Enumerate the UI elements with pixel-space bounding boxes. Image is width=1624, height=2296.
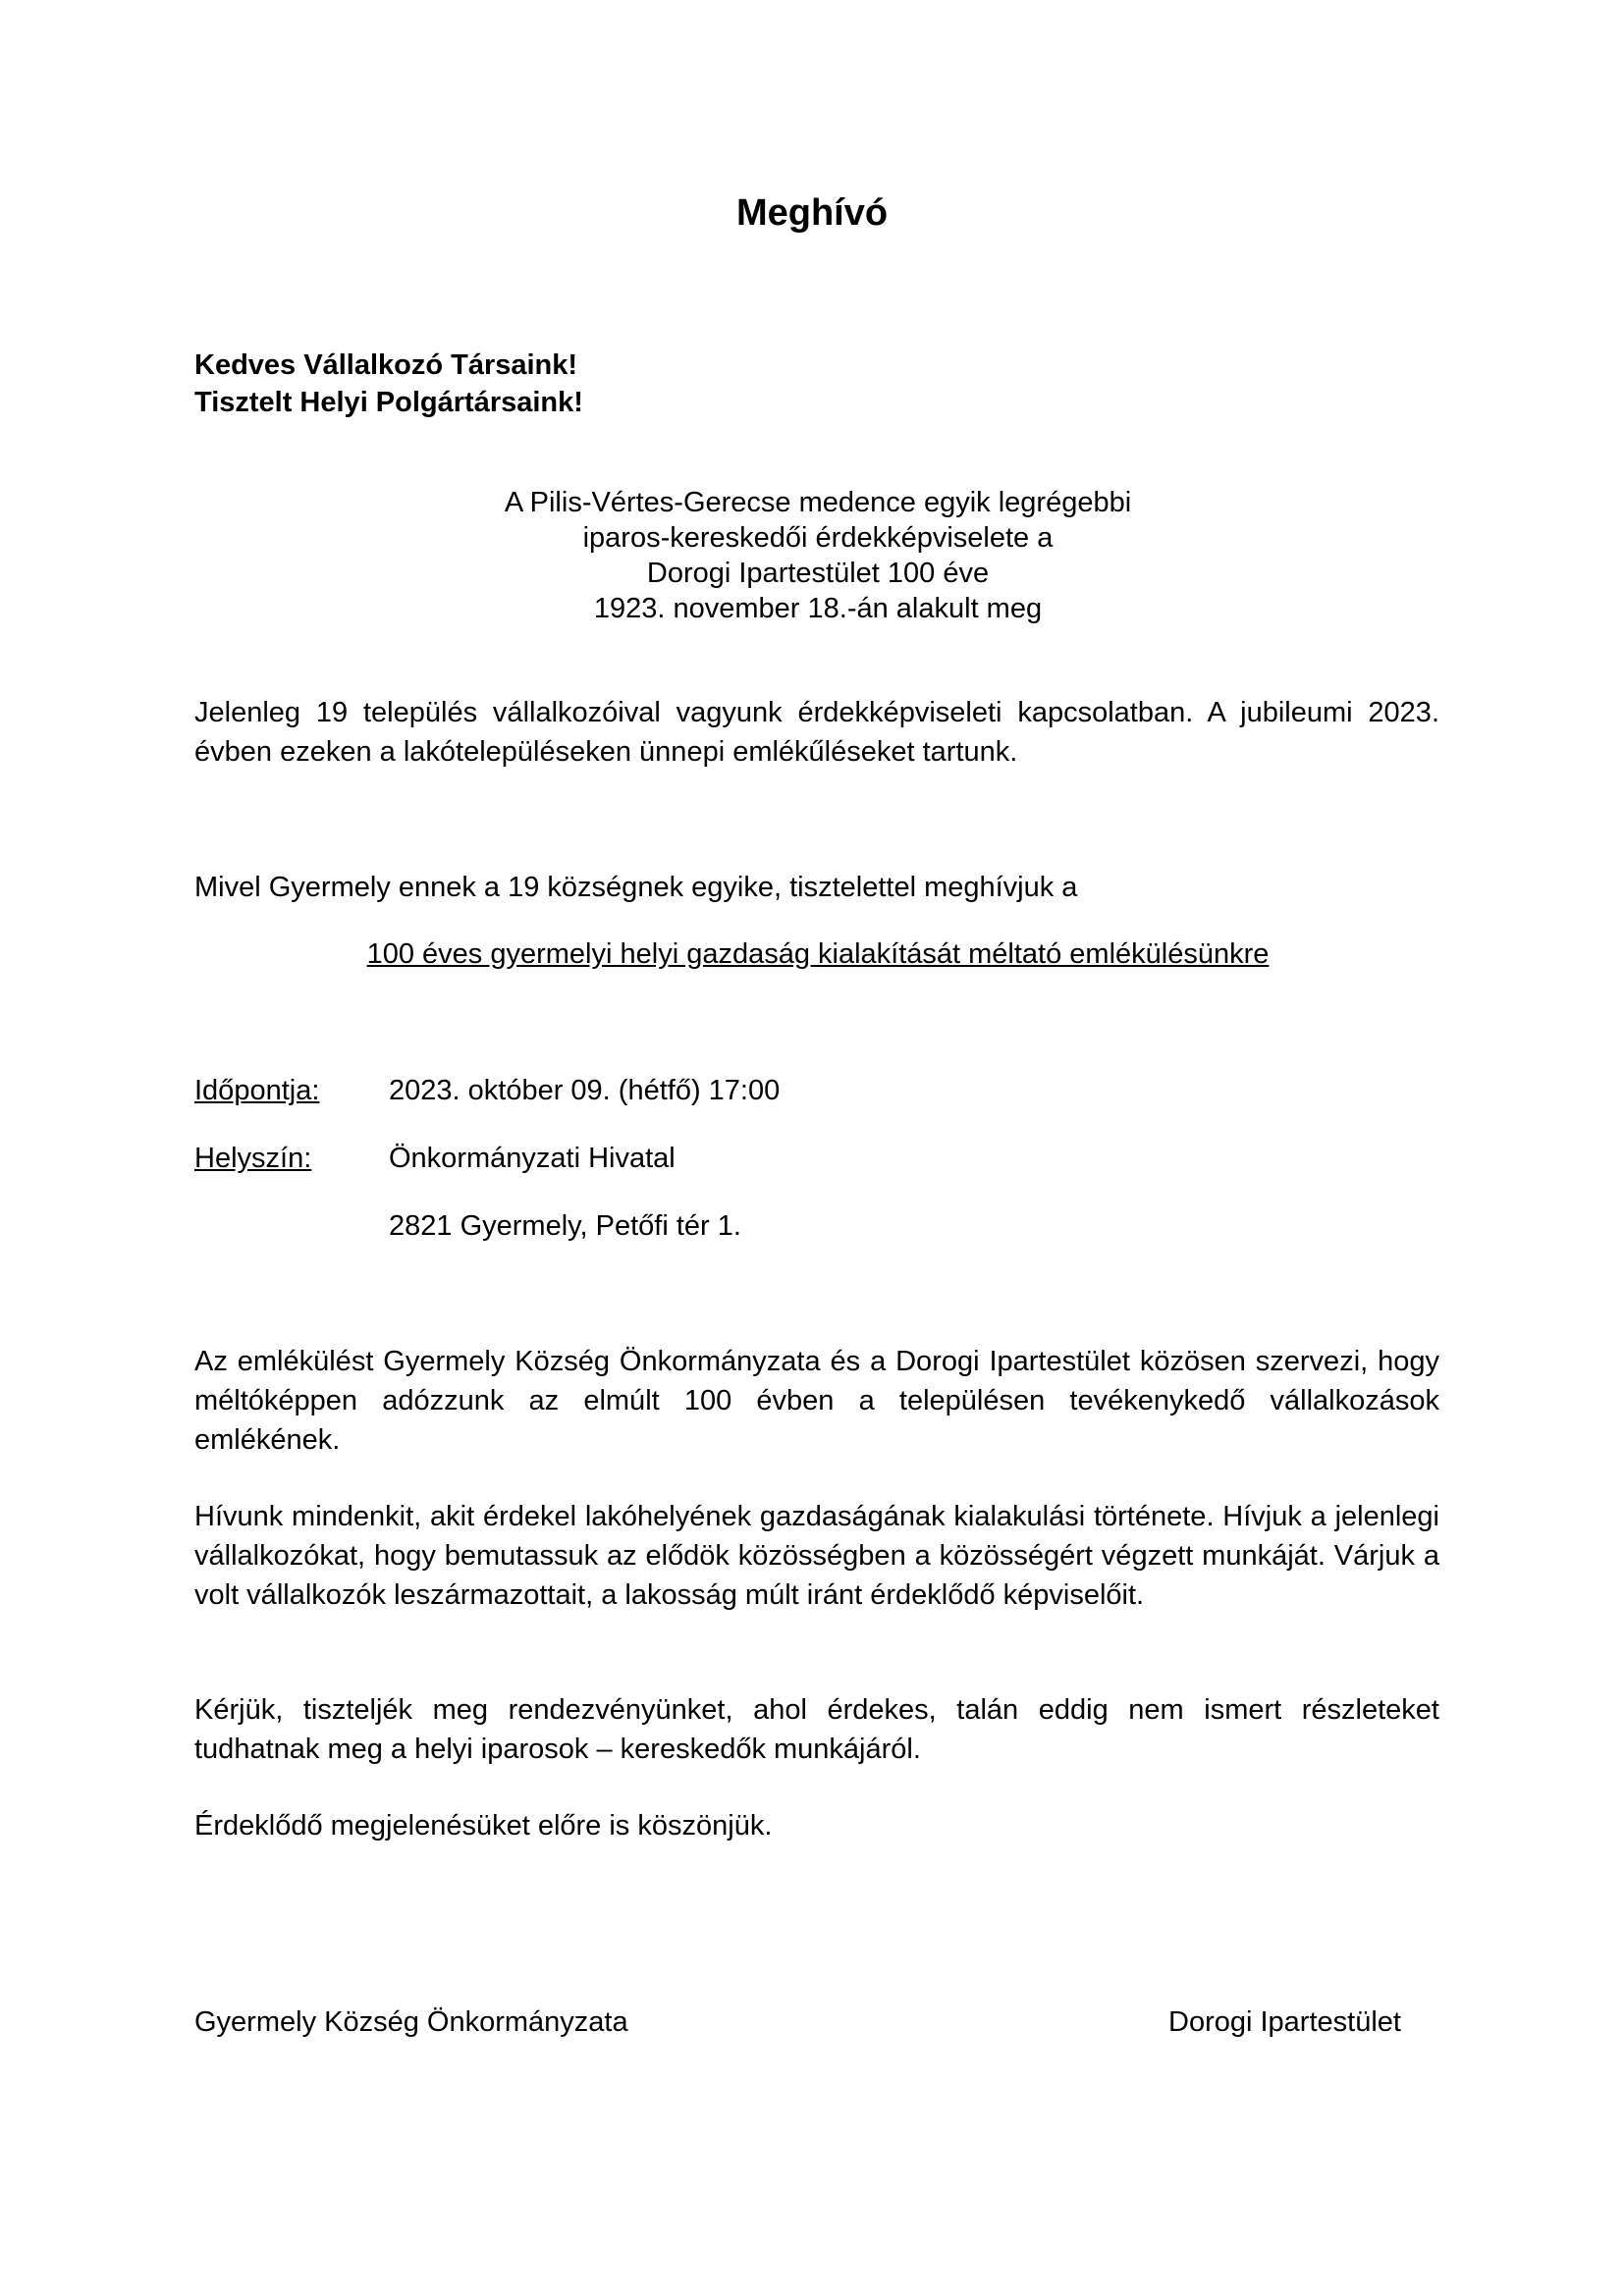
address-value: 2821 Gyermely, Petőfi tér 1. bbox=[389, 1210, 741, 1242]
intro-line: iparos-kereskedői érdekképviselete a bbox=[582, 522, 1054, 554]
intro-block bbox=[0, 485, 1624, 626]
greeting-line: Tisztelt Helyi Polgártársaink! bbox=[194, 387, 583, 418]
intro-line: A Pilis-Vértes-Gerecse medence egyik legrégebbi bbox=[504, 487, 1132, 518]
signature-right: Dorogi Ipartestület bbox=[1168, 2006, 1401, 2038]
time-label: Időpontja: bbox=[194, 1075, 320, 1106]
paragraph-request: Kérjük, tiszteljék meg rendezvényünket, ahol érdekes, talán eddig nem ismert részleteket tudhatnak meg a helyi iparosok – kereskedők munkájáról. bbox=[194, 1694, 1439, 1765]
document-title: Meghívó bbox=[735, 192, 889, 234]
place-label: Helyszín: bbox=[194, 1143, 312, 1174]
place-value: Önkormányzati Hivatal bbox=[389, 1143, 676, 1174]
time-value: 2023. október 09. (hétfő) 17:00 bbox=[389, 1075, 781, 1106]
paragraph-audience: Hívunk mindenkit, akit érdekel lakóhelyének gazdaságának kialakulási története. Hívjuk a jelenlegi vállalkozókat, hogy bemutassuk az elődök közösségben a közösségért végzett munkáját. Várjuk a volt vállalkozók leszármazottait, a lakosság múlt iránt érdeklődő képviselőit. bbox=[194, 1501, 1439, 1611]
greeting-block bbox=[194, 347, 583, 421]
event-title-text: 100 éves gyermelyi helyi gazdaság kialakítását méltató emlékülésünkre bbox=[366, 938, 1270, 970]
paragraph-organizers: Az emlékülést Gyermely Község Önkormányzata és a Dorogi Ipartestület közösen szervezi, hogy méltóképpen adózzunk az elmúlt 100 évben a településen tevékenykedő vállalkozások emlékének. bbox=[194, 1346, 1439, 1456]
intro-line: 1923. november 18.-án alakult meg bbox=[593, 593, 1043, 624]
greeting-line: Kedves Vállalkozó Társaink! bbox=[194, 349, 578, 381]
paragraph-thanks: Érdeklődő megjelenésüket előre is köszönjük. bbox=[194, 1810, 773, 1842]
paragraph-members: Jelenleg 19 település vállalkozóival vagyunk érdekképviseleti kapcsolatban. A jubileumi 2023. évben ezeken a lakótelepüléseken ünnepi emlékűléseket tartunk. bbox=[194, 697, 1439, 768]
signature-left: Gyermely Község Önkormányzata bbox=[194, 2006, 628, 2038]
paragraph-invitation: Mivel Gyermely ennek a 19 községnek egyike, tisztelettel meghívjuk a bbox=[194, 872, 1078, 903]
event-title bbox=[0, 934, 1624, 974]
intro-line: Dorogi Ipartestület 100 éve bbox=[646, 558, 990, 589]
